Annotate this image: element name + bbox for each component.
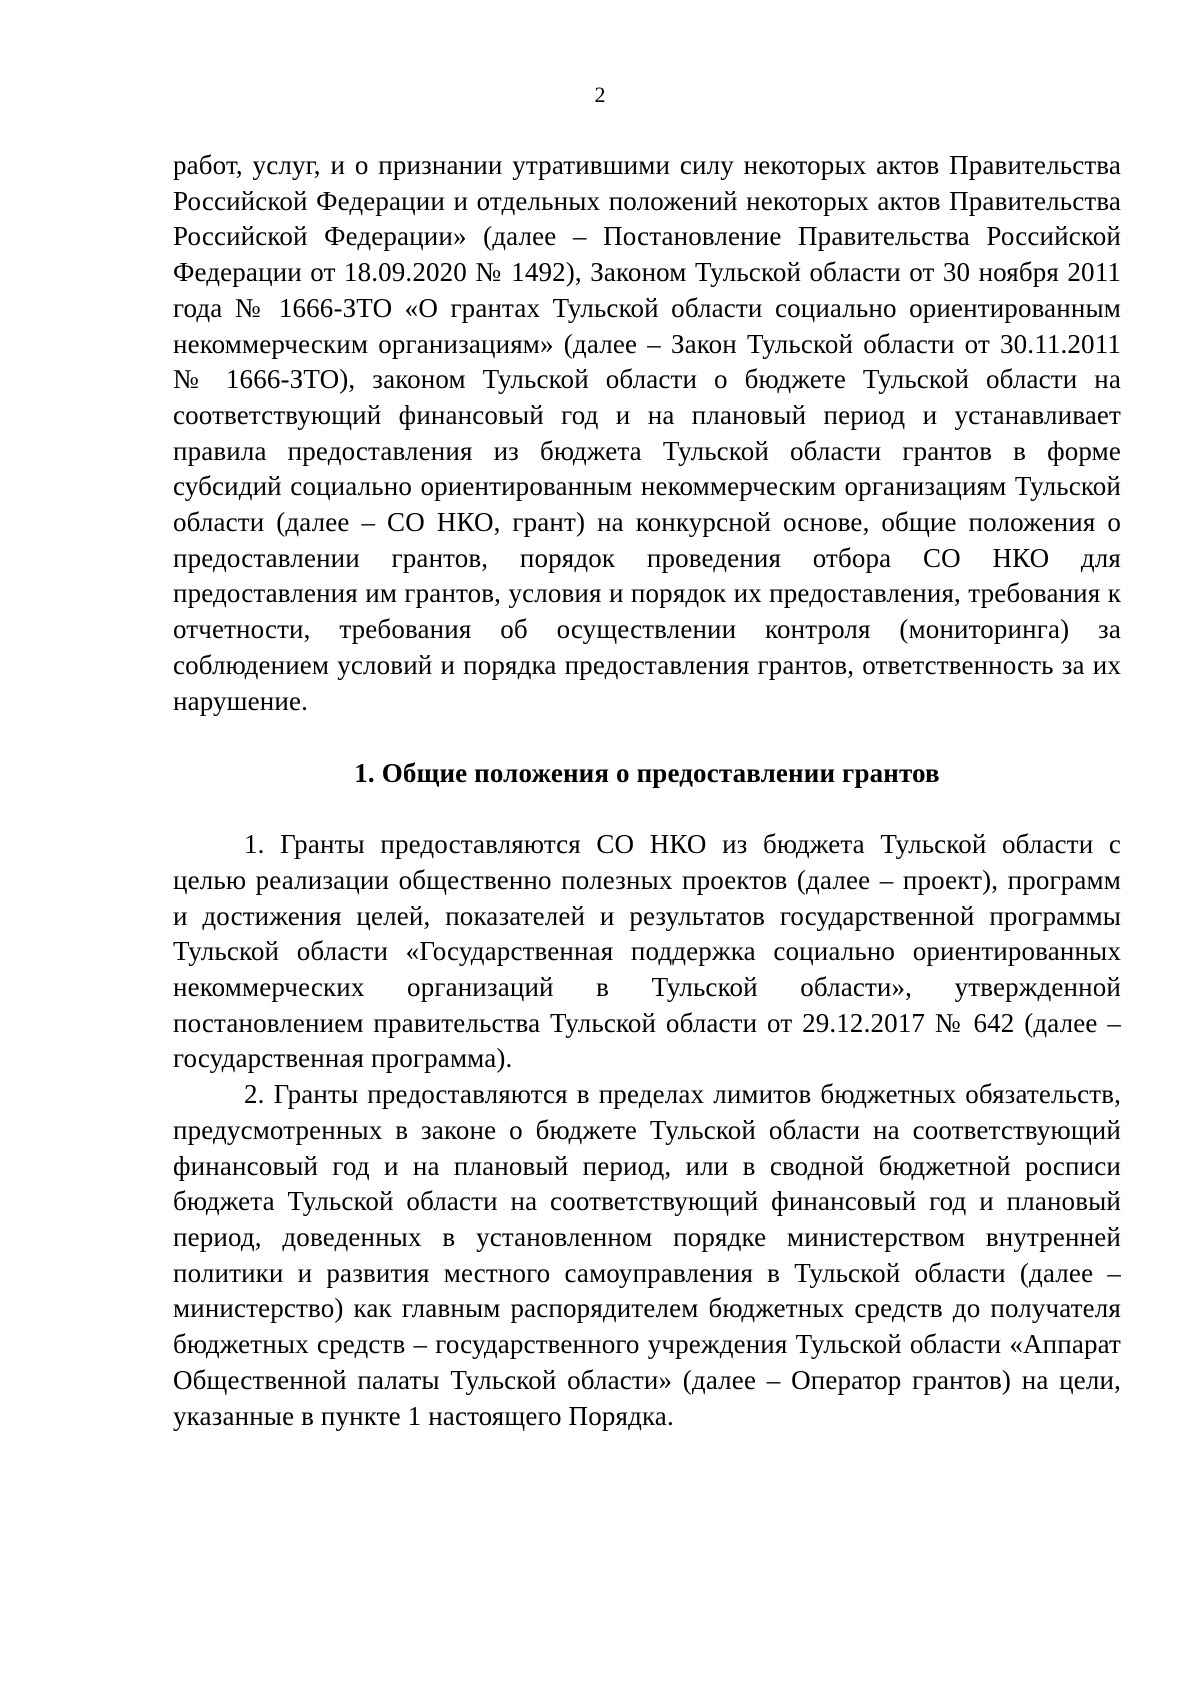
paragraph-1: 1. Гранты предоставляются СО НКО из бюджета Тульской области с целью реализации общественно полезных проектов (далее – проект), программ и достижения целей, показателей и результатов государственной программы Тульской области «Государственная поддержка социально ориентированных некоммерческих организаций в Тульской области», утвержденной постановлением правительства Тульской области от 29.12.2017 № 642 (далее – государственная программа). [173, 829, 1121, 1074]
continuation-paragraph: работ, услуг, и о признании утратившими силу некоторых актов Правительства Российской Федерации и отдельных положений некоторых актов Правительства Российской Федерации» (далее – Постановление Правительства Российской Федерации от 18.09.2020 № 1492), Законом Тульской области от 30 ноября 2011 года № 1666-ЗТО «О грантах Тульской области социально ориентированным некоммерческим организациям» (далее – Закон Тульской области от 30.11.2011 № 1666-ЗТО), законом Тульской области о бюджете Тульской области на соответствующий финансовый год и на плановый период и устанавливает правила предоставления из бюджета Тульской области грантов в форме субсидий социально ориентированным некоммерческим организациям Тульской области (далее – СО НКО, грант) на конкурсной основе, общие положения о предоставлении грантов, порядок проведения отбора СО НКО для предоставления им грантов, условия и порядок их предоставления, требования к отчетности, требования об осуществлении контроля (мониторинга) за соблюдением условий и порядка предоставления грантов, ответственность за их нарушение. [173, 150, 1121, 716]
page-number: 2 [594, 82, 606, 107]
section-heading: 1. Общие положения о предоставлении грантов [354, 758, 940, 789]
document-body [173, 148, 1121, 1434]
paragraph-2: 2. Гранты предоставляются в пределах лимитов бюджетных обязательств, предусмотренных в законе о бюджете Тульской области на соответствующий финансовый год и на плановый период, или в сводной бюджетной росписи бюджета Тульской области на соответствующий финансовый год и плановый период, доведенных в установленном порядке министерством внутренней политики и развития местного самоуправления в Тульской области (далее – министерство) как главным распорядителем бюджетных средств до получателя бюджетных средств – государственного учреждения Тульской области «Аппарат Общественной палаты Тульской области» (далее – Оператор грантов) на цели, указанные в пункте 1 настоящего Порядка. [173, 1079, 1121, 1431]
